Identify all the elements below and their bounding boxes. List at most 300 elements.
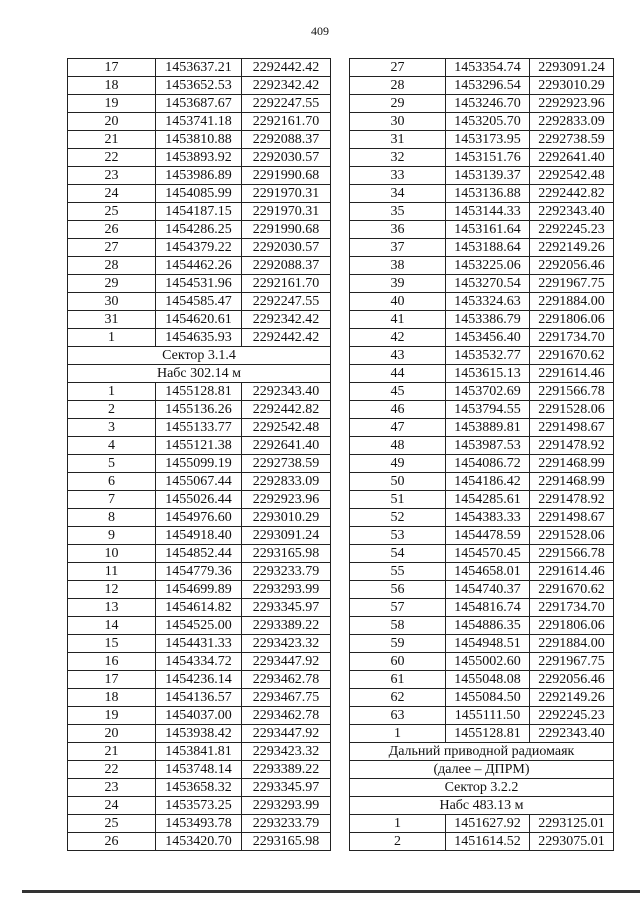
point-number-cell: 30 (68, 293, 156, 311)
table-row (350, 293, 614, 311)
table-row (350, 149, 614, 167)
point-number-cell: 20 (68, 113, 156, 131)
table-row (68, 59, 331, 77)
table-row (350, 815, 614, 833)
table-row (68, 689, 331, 707)
point-number-cell: 12 (68, 581, 156, 599)
table-row (68, 815, 331, 833)
point-number-cell: 30 (350, 113, 446, 131)
point-number-cell: 33 (350, 167, 446, 185)
point-number-cell: 4 (68, 437, 156, 455)
point-number-cell: 27 (68, 239, 156, 257)
sector-header-text: Сектор 3.2.2 (350, 779, 614, 797)
y-coordinate-cell: 2292923.96 (530, 95, 614, 113)
sector-header-text: Набс 483.13 м (350, 797, 614, 815)
y-coordinate-cell: 2291884.00 (530, 293, 614, 311)
table-row (68, 725, 331, 743)
table-row (68, 545, 331, 563)
table-row (68, 239, 331, 257)
y-coordinate-cell: 2293345.97 (242, 599, 331, 617)
point-number-cell: 31 (350, 131, 446, 149)
point-number-cell: 20 (68, 725, 156, 743)
point-number-cell: 8 (68, 509, 156, 527)
x-coordinate-cell: 1454285.61 (446, 491, 530, 509)
y-coordinate-cell: 2291478.92 (530, 437, 614, 455)
point-number-cell: 32 (350, 149, 446, 167)
y-coordinate-cell: 2292641.40 (242, 437, 331, 455)
y-coordinate-cell: 2291806.06 (530, 617, 614, 635)
table-row (68, 77, 331, 95)
point-number-cell: 29 (350, 95, 446, 113)
table-row (68, 293, 331, 311)
y-coordinate-cell: 2292542.48 (530, 167, 614, 185)
table-row (350, 455, 614, 473)
table-row (350, 419, 614, 437)
point-number-cell: 54 (350, 545, 446, 563)
y-coordinate-cell: 2292088.37 (242, 131, 331, 149)
point-number-cell: 58 (350, 617, 446, 635)
table-row (350, 365, 614, 383)
table-row (68, 617, 331, 635)
x-coordinate-cell: 1454379.22 (156, 239, 242, 257)
x-coordinate-cell: 1453296.54 (446, 77, 530, 95)
y-coordinate-cell: 2291528.06 (530, 401, 614, 419)
y-coordinate-cell: 2293010.29 (530, 77, 614, 95)
y-coordinate-cell: 2293233.79 (242, 815, 331, 833)
x-coordinate-cell: 1453615.13 (446, 365, 530, 383)
y-coordinate-cell: 2293165.98 (242, 833, 331, 851)
point-number-cell: 23 (68, 779, 156, 797)
y-coordinate-cell: 2293091.24 (242, 527, 331, 545)
table-row (68, 203, 331, 221)
point-number-cell: 46 (350, 401, 446, 419)
x-coordinate-cell: 1453652.53 (156, 77, 242, 95)
point-number-cell: 44 (350, 365, 446, 383)
sector-header-row (350, 743, 614, 761)
x-coordinate-cell: 1455128.81 (446, 725, 530, 743)
sector-header-text: Дальний приводной радиомаяк (350, 743, 614, 761)
table-row (350, 59, 614, 77)
point-number-cell: 39 (350, 275, 446, 293)
x-coordinate-cell: 1453938.42 (156, 725, 242, 743)
table-row (350, 563, 614, 581)
y-coordinate-cell: 2293447.92 (242, 653, 331, 671)
point-number-cell: 48 (350, 437, 446, 455)
point-number-cell: 59 (350, 635, 446, 653)
y-coordinate-cell: 2293345.97 (242, 779, 331, 797)
y-coordinate-cell: 2293462.78 (242, 671, 331, 689)
x-coordinate-cell: 1453748.14 (156, 761, 242, 779)
x-coordinate-cell: 1455026.44 (156, 491, 242, 509)
table-row (350, 689, 614, 707)
point-number-cell: 53 (350, 527, 446, 545)
table-row (350, 347, 614, 365)
y-coordinate-cell: 2292030.57 (242, 239, 331, 257)
table-row (350, 239, 614, 257)
point-number-cell: 1 (350, 725, 446, 743)
point-number-cell: 19 (68, 707, 156, 725)
point-number-cell: 22 (68, 761, 156, 779)
y-coordinate-cell: 2292738.59 (530, 131, 614, 149)
table-row (350, 311, 614, 329)
x-coordinate-cell: 1453139.37 (446, 167, 530, 185)
point-number-cell: 1 (350, 815, 446, 833)
point-number-cell: 14 (68, 617, 156, 635)
point-number-cell: 26 (68, 833, 156, 851)
x-coordinate-cell: 1454037.00 (156, 707, 242, 725)
x-coordinate-cell: 1453986.89 (156, 167, 242, 185)
point-number-cell: 63 (350, 707, 446, 725)
table-row (68, 527, 331, 545)
y-coordinate-cell: 2292641.40 (530, 149, 614, 167)
point-number-cell: 21 (68, 131, 156, 149)
table-row (68, 491, 331, 509)
y-coordinate-cell: 2291468.99 (530, 455, 614, 473)
x-coordinate-cell: 1454976.60 (156, 509, 242, 527)
table-row (350, 491, 614, 509)
y-coordinate-cell: 2292738.59 (242, 455, 331, 473)
table-row (68, 149, 331, 167)
table-row (68, 383, 331, 401)
x-coordinate-cell: 1454948.51 (446, 635, 530, 653)
y-coordinate-cell: 2292161.70 (242, 275, 331, 293)
x-coordinate-cell: 1453456.40 (446, 329, 530, 347)
y-coordinate-cell: 2292056.46 (530, 257, 614, 275)
x-coordinate-cell: 1453151.76 (446, 149, 530, 167)
sector-header-row (68, 365, 331, 383)
point-number-cell: 24 (68, 185, 156, 203)
table-row (68, 131, 331, 149)
point-number-cell: 18 (68, 689, 156, 707)
y-coordinate-cell: 2293389.22 (242, 617, 331, 635)
point-number-cell: 41 (350, 311, 446, 329)
y-coordinate-cell: 2291614.46 (530, 365, 614, 383)
point-number-cell: 7 (68, 491, 156, 509)
point-number-cell: 52 (350, 509, 446, 527)
x-coordinate-cell: 1453794.55 (446, 401, 530, 419)
table-row (350, 545, 614, 563)
table-row (68, 401, 331, 419)
y-coordinate-cell: 2293125.01 (530, 815, 614, 833)
point-number-cell: 28 (350, 77, 446, 95)
y-coordinate-cell: 2291566.78 (530, 383, 614, 401)
x-coordinate-cell: 1454186.42 (446, 473, 530, 491)
table-row (350, 329, 614, 347)
table-row (350, 725, 614, 743)
y-coordinate-cell: 2292088.37 (242, 257, 331, 275)
y-coordinate-cell: 2293010.29 (242, 509, 331, 527)
table-row (350, 527, 614, 545)
y-coordinate-cell: 2292245.23 (530, 221, 614, 239)
x-coordinate-cell: 1455111.50 (446, 707, 530, 725)
page-number: 409 (311, 24, 329, 38)
x-coordinate-cell: 1454286.25 (156, 221, 242, 239)
point-number-cell: 36 (350, 221, 446, 239)
point-number-cell: 50 (350, 473, 446, 491)
table-row (68, 671, 331, 689)
table-row (350, 671, 614, 689)
x-coordinate-cell: 1454614.82 (156, 599, 242, 617)
table-row (350, 131, 614, 149)
y-coordinate-cell: 2291498.67 (530, 419, 614, 437)
table-row (68, 581, 331, 599)
table-row (68, 221, 331, 239)
y-coordinate-cell: 2293165.98 (242, 545, 331, 563)
table-row (350, 167, 614, 185)
x-coordinate-cell: 1455002.60 (446, 653, 530, 671)
point-number-cell: 16 (68, 653, 156, 671)
x-coordinate-cell: 1454886.35 (446, 617, 530, 635)
point-number-cell: 1 (68, 329, 156, 347)
x-coordinate-cell: 1453173.95 (446, 131, 530, 149)
y-coordinate-cell: 2291970.31 (242, 185, 331, 203)
x-coordinate-cell: 1453637.21 (156, 59, 242, 77)
x-coordinate-cell: 1453702.69 (446, 383, 530, 401)
table-row (68, 743, 331, 761)
table-row (68, 257, 331, 275)
y-coordinate-cell: 2292442.42 (242, 59, 331, 77)
x-coordinate-cell: 1454334.72 (156, 653, 242, 671)
table-row (68, 473, 331, 491)
point-number-cell: 10 (68, 545, 156, 563)
y-coordinate-cell: 2293293.99 (242, 581, 331, 599)
y-coordinate-cell: 2292056.46 (530, 671, 614, 689)
y-coordinate-cell: 2292343.40 (242, 383, 331, 401)
y-coordinate-cell: 2291468.99 (530, 473, 614, 491)
point-number-cell: 3 (68, 419, 156, 437)
x-coordinate-cell: 1453246.70 (446, 95, 530, 113)
point-number-cell: 62 (350, 689, 446, 707)
point-number-cell: 57 (350, 599, 446, 617)
x-coordinate-cell: 1453493.78 (156, 815, 242, 833)
point-number-cell: 2 (68, 401, 156, 419)
table-row (68, 167, 331, 185)
x-coordinate-cell: 1454852.44 (156, 545, 242, 563)
table-row (68, 599, 331, 617)
x-coordinate-cell: 1453893.92 (156, 149, 242, 167)
table-row (68, 563, 331, 581)
point-number-cell: 11 (68, 563, 156, 581)
table-row (68, 185, 331, 203)
y-coordinate-cell: 2292442.82 (242, 401, 331, 419)
point-number-cell: 34 (350, 185, 446, 203)
x-coordinate-cell: 1454779.36 (156, 563, 242, 581)
y-coordinate-cell: 2293447.92 (242, 725, 331, 743)
table-row (68, 653, 331, 671)
sector-header-row (68, 347, 331, 365)
table-row (350, 707, 614, 725)
table-row (350, 599, 614, 617)
x-coordinate-cell: 1453987.53 (446, 437, 530, 455)
point-number-cell: 28 (68, 257, 156, 275)
table-row (68, 797, 331, 815)
x-coordinate-cell: 1454570.45 (446, 545, 530, 563)
x-coordinate-cell: 1453205.70 (446, 113, 530, 131)
point-number-cell: 2 (350, 833, 446, 851)
y-coordinate-cell: 2291734.70 (530, 599, 614, 617)
point-number-cell: 49 (350, 455, 446, 473)
table-row (68, 95, 331, 113)
x-coordinate-cell: 1453741.18 (156, 113, 242, 131)
point-number-cell: 19 (68, 95, 156, 113)
x-coordinate-cell: 1453144.33 (446, 203, 530, 221)
y-coordinate-cell: 2291670.62 (530, 347, 614, 365)
point-number-cell: 5 (68, 455, 156, 473)
point-number-cell: 55 (350, 563, 446, 581)
point-number-cell: 18 (68, 77, 156, 95)
y-coordinate-cell: 2293467.75 (242, 689, 331, 707)
table-row (350, 437, 614, 455)
point-number-cell: 45 (350, 383, 446, 401)
y-coordinate-cell: 2293091.24 (530, 59, 614, 77)
sector-header-text: (далее – ДПРМ) (350, 761, 614, 779)
y-coordinate-cell: 2291967.75 (530, 275, 614, 293)
point-number-cell: 24 (68, 797, 156, 815)
x-coordinate-cell: 1454740.37 (446, 581, 530, 599)
table-row (350, 833, 614, 851)
point-number-cell: 47 (350, 419, 446, 437)
y-coordinate-cell: 2291478.92 (530, 491, 614, 509)
table-row (350, 635, 614, 653)
x-coordinate-cell: 1455136.26 (156, 401, 242, 419)
table-row (350, 617, 614, 635)
point-number-cell: 25 (68, 815, 156, 833)
point-number-cell: 29 (68, 275, 156, 293)
point-number-cell: 21 (68, 743, 156, 761)
table-row (350, 77, 614, 95)
x-coordinate-cell: 1454531.96 (156, 275, 242, 293)
table-row (68, 311, 331, 329)
y-coordinate-cell: 2293075.01 (530, 833, 614, 851)
x-coordinate-cell: 1453841.81 (156, 743, 242, 761)
x-coordinate-cell: 1454236.14 (156, 671, 242, 689)
x-coordinate-cell: 1454187.15 (156, 203, 242, 221)
point-number-cell: 61 (350, 671, 446, 689)
sector-header-row (350, 797, 614, 815)
y-coordinate-cell: 2292343.40 (530, 203, 614, 221)
point-number-cell: 35 (350, 203, 446, 221)
point-number-cell: 23 (68, 167, 156, 185)
table-row (68, 761, 331, 779)
sector-header-row (350, 761, 614, 779)
coordinates-table-right (349, 58, 614, 851)
x-coordinate-cell: 1454585.47 (156, 293, 242, 311)
y-coordinate-cell: 2291734.70 (530, 329, 614, 347)
table-row (350, 185, 614, 203)
y-coordinate-cell: 2291967.75 (530, 653, 614, 671)
sector-header-row (350, 779, 614, 797)
point-number-cell: 37 (350, 239, 446, 257)
y-coordinate-cell: 2292161.70 (242, 113, 331, 131)
table-row (350, 203, 614, 221)
point-number-cell: 40 (350, 293, 446, 311)
y-coordinate-cell: 2291990.68 (242, 221, 331, 239)
y-coordinate-cell: 2292247.55 (242, 293, 331, 311)
x-coordinate-cell: 1454918.40 (156, 527, 242, 545)
x-coordinate-cell: 1454462.26 (156, 257, 242, 275)
table-row (68, 275, 331, 293)
x-coordinate-cell: 1453270.54 (446, 275, 530, 293)
y-coordinate-cell: 2291884.00 (530, 635, 614, 653)
x-coordinate-cell: 1454525.00 (156, 617, 242, 635)
x-coordinate-cell: 1453136.88 (446, 185, 530, 203)
x-coordinate-cell: 1453687.67 (156, 95, 242, 113)
table-row (68, 779, 331, 797)
x-coordinate-cell: 1454085.99 (156, 185, 242, 203)
x-coordinate-cell: 1453889.81 (446, 419, 530, 437)
table-row (350, 257, 614, 275)
x-coordinate-cell: 1453658.32 (156, 779, 242, 797)
point-number-cell: 38 (350, 257, 446, 275)
point-number-cell: 31 (68, 311, 156, 329)
point-number-cell: 60 (350, 653, 446, 671)
x-coordinate-cell: 1453386.79 (446, 311, 530, 329)
table-row (68, 419, 331, 437)
x-coordinate-cell: 1454478.59 (446, 527, 530, 545)
x-coordinate-cell: 1451627.92 (446, 815, 530, 833)
point-number-cell: 42 (350, 329, 446, 347)
y-coordinate-cell: 2291614.46 (530, 563, 614, 581)
point-number-cell: 43 (350, 347, 446, 365)
table-row (350, 473, 614, 491)
y-coordinate-cell: 2291970.31 (242, 203, 331, 221)
y-coordinate-cell: 2291670.62 (530, 581, 614, 599)
y-coordinate-cell: 2292149.26 (530, 239, 614, 257)
y-coordinate-cell: 2292542.48 (242, 419, 331, 437)
x-coordinate-cell: 1454658.01 (446, 563, 530, 581)
y-coordinate-cell: 2292030.57 (242, 149, 331, 167)
table-row (350, 653, 614, 671)
table-row (68, 833, 331, 851)
point-number-cell: 51 (350, 491, 446, 509)
y-coordinate-cell: 2293462.78 (242, 707, 331, 725)
x-coordinate-cell: 1455048.08 (446, 671, 530, 689)
point-number-cell: 17 (68, 59, 156, 77)
sector-header-text: Сектор 3.1.4 (68, 347, 331, 365)
y-coordinate-cell: 2291566.78 (530, 545, 614, 563)
x-coordinate-cell: 1453573.25 (156, 797, 242, 815)
y-coordinate-cell: 2292245.23 (530, 707, 614, 725)
point-number-cell: 25 (68, 203, 156, 221)
x-coordinate-cell: 1453324.63 (446, 293, 530, 311)
sector-header-text: Набс 302.14 м (68, 365, 331, 383)
y-coordinate-cell: 2293389.22 (242, 761, 331, 779)
x-coordinate-cell: 1455084.50 (446, 689, 530, 707)
y-coordinate-cell: 2292442.42 (242, 329, 331, 347)
y-coordinate-cell: 2292833.09 (242, 473, 331, 491)
table-row (68, 509, 331, 527)
scan-border-line (22, 890, 640, 893)
y-coordinate-cell: 2292833.09 (530, 113, 614, 131)
point-number-cell: 6 (68, 473, 156, 491)
table-row (68, 455, 331, 473)
coordinates-table-left (67, 58, 331, 851)
x-coordinate-cell: 1454086.72 (446, 455, 530, 473)
point-number-cell: 27 (350, 59, 446, 77)
table-row (350, 113, 614, 131)
y-coordinate-cell: 2292342.42 (242, 77, 331, 95)
table-row (350, 509, 614, 527)
x-coordinate-cell: 1455067.44 (156, 473, 242, 491)
x-coordinate-cell: 1453420.70 (156, 833, 242, 851)
y-coordinate-cell: 2293293.99 (242, 797, 331, 815)
table-row (68, 635, 331, 653)
x-coordinate-cell: 1455133.77 (156, 419, 242, 437)
y-coordinate-cell: 2292149.26 (530, 689, 614, 707)
point-number-cell: 15 (68, 635, 156, 653)
y-coordinate-cell: 2291806.06 (530, 311, 614, 329)
y-coordinate-cell: 2293423.32 (242, 743, 331, 761)
